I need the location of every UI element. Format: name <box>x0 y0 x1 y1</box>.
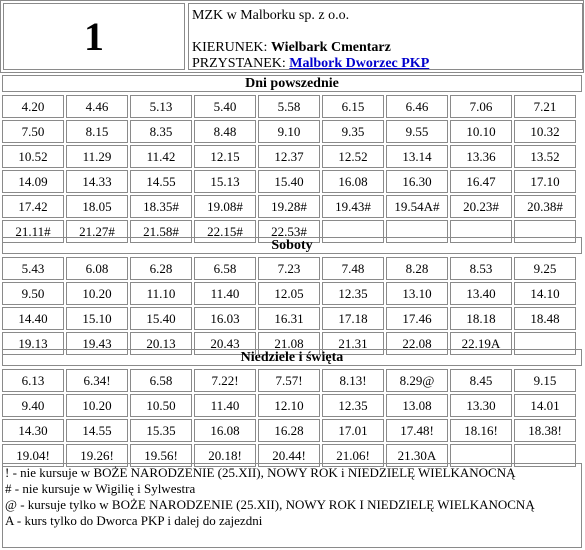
departure-time: 7.23 <box>258 257 320 280</box>
departure-time: 17.42 <box>2 195 64 218</box>
departure-time: 4.20 <box>2 95 64 118</box>
departure-time: 14.30 <box>2 419 64 442</box>
legend <box>2 463 582 548</box>
departure-time: 8.45 <box>450 369 512 392</box>
departure-time: 8.35 <box>130 120 192 143</box>
departure-time: 20.43 <box>194 332 256 355</box>
departure-time: 13.36 <box>450 145 512 168</box>
departure-time: 21.31 <box>322 332 384 355</box>
departure-time: 18.05 <box>66 195 128 218</box>
departure-time: 18.35# <box>130 195 192 218</box>
departure-time: 9.50 <box>2 282 64 305</box>
legend-item: @ - kursuje tylko w BOŻE NARODZENIE (25.XII), NOWY ROK I NIEDZIELĘ WIELKANOCNĄ <box>5 497 535 512</box>
direction-value: Wielbark Cmentarz <box>270 40 391 55</box>
departure-time: 7.50 <box>2 120 64 143</box>
departure-time: 17.01 <box>322 419 384 442</box>
departure-time: 7.21 <box>514 95 576 118</box>
departure-time: 4.46 <box>66 95 128 118</box>
departure-time: 22.53# <box>258 220 320 243</box>
departure-time: 19.54A# <box>386 195 448 218</box>
departure-time: 14.10 <box>514 282 576 305</box>
departure-time: 16.31 <box>258 307 320 330</box>
departure-time: 8.53 <box>450 257 512 280</box>
departure-time: 9.25 <box>514 257 576 280</box>
stop-row <box>192 56 582 72</box>
departure-time: 17.46 <box>386 307 448 330</box>
departure-time: 20.18! <box>194 444 256 467</box>
operator-name: MZK w Malborku sp. z o.o. <box>192 8 350 23</box>
departure-time: 22.08 <box>386 332 448 355</box>
direction-label: KIERUNEK: <box>192 40 268 55</box>
departure-time: 15.10 <box>66 307 128 330</box>
departure-time: 21.58# <box>130 220 192 243</box>
departure-time: 19.43# <box>322 195 384 218</box>
departure-time: 12.52 <box>322 145 384 168</box>
departure-time: 21.08 <box>258 332 320 355</box>
departure-time: 12.35 <box>322 282 384 305</box>
departure-time: 10.10 <box>450 120 512 143</box>
departure-time: 8.15 <box>66 120 128 143</box>
departure-time: 10.20 <box>66 394 128 417</box>
departure-time: 6.15 <box>322 95 384 118</box>
departure-time: 18.16! <box>450 419 512 442</box>
departure-time: 13.52 <box>514 145 576 168</box>
departure-time: 14.55 <box>130 170 192 193</box>
departure-time: 13.10 <box>386 282 448 305</box>
departure-time: 21.06! <box>322 444 384 467</box>
departure-time: 14.33 <box>66 170 128 193</box>
departure-time: 19.04! <box>2 444 64 467</box>
departure-time: 11.40 <box>194 394 256 417</box>
section-title-sundays: Niedziele i święta <box>2 349 582 366</box>
section-title-saturdays: Soboty <box>2 237 582 254</box>
departure-time: 6.58 <box>130 369 192 392</box>
departure-time: 19.43 <box>66 332 128 355</box>
departure-time: 17.18 <box>322 307 384 330</box>
legend-item: ! - nie kursuje w BOŻE NARODZENIE (25.XII), NOWY ROK i NIEDZIELĘ WIELKANOCNĄ <box>5 465 516 480</box>
departure-time: 13.30 <box>450 394 512 417</box>
departure-time: 13.40 <box>450 282 512 305</box>
departure-time: 11.29 <box>66 145 128 168</box>
departure-time: 7.57! <box>258 369 320 392</box>
departure-time: 16.08 <box>194 419 256 442</box>
departure-time: 20.23# <box>450 195 512 218</box>
departure-time: 11.42 <box>130 145 192 168</box>
stop-label: PRZYSTANEK: <box>192 56 286 71</box>
departure-time: 5.58 <box>258 95 320 118</box>
departure-time: 17.10 <box>514 170 576 193</box>
departure-time: 15.35 <box>130 419 192 442</box>
departure-time: 6.34! <box>66 369 128 392</box>
departure-time: 5.40 <box>194 95 256 118</box>
departure-time: 9.10 <box>258 120 320 143</box>
timetable-header <box>0 0 584 73</box>
departure-time: 8.13! <box>322 369 384 392</box>
departure-time: 11.10 <box>130 282 192 305</box>
departure-time: 10.32 <box>514 120 576 143</box>
route-info <box>188 3 583 70</box>
departure-time: 15.40 <box>258 170 320 193</box>
departure-time: 14.55 <box>66 419 128 442</box>
departure-time: 15.40 <box>130 307 192 330</box>
departure-time: 17.48! <box>386 419 448 442</box>
departure-time: 12.05 <box>258 282 320 305</box>
departure-time: 12.35 <box>322 394 384 417</box>
legend-item: # - nie kursuje w Wigilię i Sylwestra <box>5 481 196 496</box>
weekday-times-grid <box>2 95 576 243</box>
departure-time: 19.28# <box>258 195 320 218</box>
departure-time: 19.08# <box>194 195 256 218</box>
departure-time: 8.28 <box>386 257 448 280</box>
departure-time: 12.37 <box>258 145 320 168</box>
departure-time: 9.55 <box>386 120 448 143</box>
departure-time: 6.58 <box>194 257 256 280</box>
departure-time: 18.48 <box>514 307 576 330</box>
departure-time: 13.14 <box>386 145 448 168</box>
departure-time: 11.40 <box>194 282 256 305</box>
departure-time: 5.43 <box>2 257 64 280</box>
departure-time: 6.28 <box>130 257 192 280</box>
departure-time: 9.15 <box>514 369 576 392</box>
departure-time: 14.01 <box>514 394 576 417</box>
legend-item: A - kurs tylko do Dworca PKP i dalej do zajezdni <box>5 513 263 528</box>
departure-time: 7.48 <box>322 257 384 280</box>
departure-time: 19.13 <box>2 332 64 355</box>
departure-time: 20.13 <box>130 332 192 355</box>
departure-time: 19.56! <box>130 444 192 467</box>
departure-time: 14.09 <box>2 170 64 193</box>
departure-time: 18.38! <box>514 419 576 442</box>
departure-time: 12.15 <box>194 145 256 168</box>
departure-time: 16.47 <box>450 170 512 193</box>
line-number: 1 <box>3 3 185 70</box>
departure-time: 6.13 <box>2 369 64 392</box>
departure-time: 16.30 <box>386 170 448 193</box>
departure-time: 14.40 <box>2 307 64 330</box>
spacer <box>192 24 582 40</box>
departure-time: 9.40 <box>2 394 64 417</box>
departure-time: 7.06 <box>450 95 512 118</box>
departure-time: 5.13 <box>130 95 192 118</box>
departure-time: 20.38# <box>514 195 576 218</box>
departure-time: 13.08 <box>386 394 448 417</box>
section-title-weekdays: Dni powszednie <box>2 75 582 92</box>
direction-row <box>192 40 582 56</box>
departure-time: 15.13 <box>194 170 256 193</box>
departure-time: 21.27# <box>66 220 128 243</box>
departure-time: 10.50 <box>130 394 192 417</box>
departure-time: 10.20 <box>66 282 128 305</box>
departure-time: 12.10 <box>258 394 320 417</box>
departure-time: 16.03 <box>194 307 256 330</box>
departure-time: 21.30A <box>386 444 448 467</box>
departure-time: 6.08 <box>66 257 128 280</box>
departure-time: 20.44! <box>258 444 320 467</box>
departure-time: 10.52 <box>2 145 64 168</box>
departure-time: 7.22! <box>194 369 256 392</box>
departure-time: 16.08 <box>322 170 384 193</box>
departure-time: 16.28 <box>258 419 320 442</box>
stop-link[interactable]: Malbork Dworzec PKP <box>289 56 430 71</box>
departure-time: 6.46 <box>386 95 448 118</box>
departure-time: 22.15# <box>194 220 256 243</box>
departure-time: 9.35 <box>322 120 384 143</box>
departure-time: 8.29@ <box>386 369 448 392</box>
departure-time: 22.19A <box>450 332 512 355</box>
departure-time: 21.11# <box>2 220 64 243</box>
saturday-times-grid <box>2 257 576 355</box>
departure-time: 19.26! <box>66 444 128 467</box>
sunday-times-grid <box>2 369 576 467</box>
departure-time: 8.48 <box>194 120 256 143</box>
departure-time: 18.18 <box>450 307 512 330</box>
